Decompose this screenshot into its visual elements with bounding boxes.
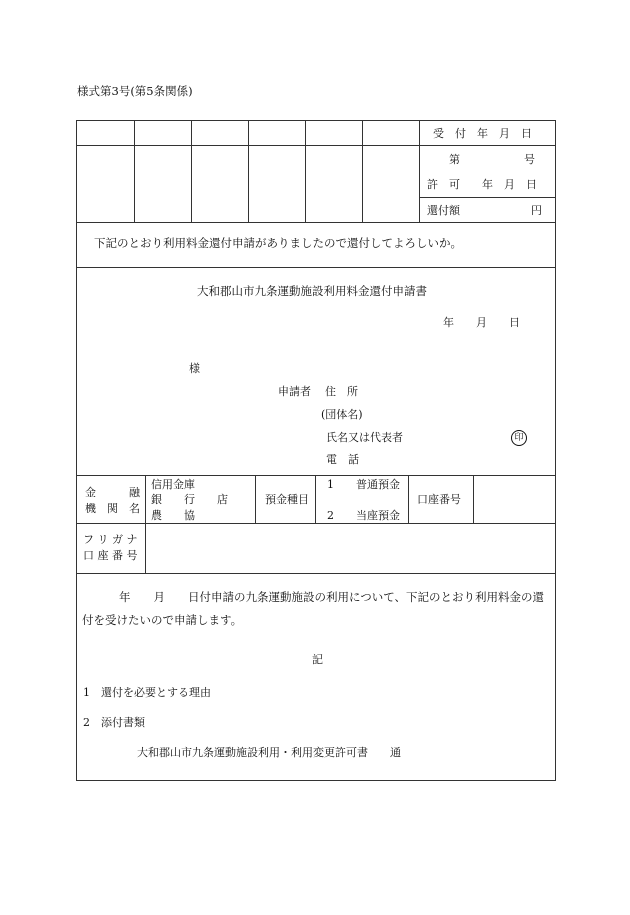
deposit-type-label: 預金種目 (265, 493, 309, 506)
application-date: 年 月 日 (443, 316, 520, 329)
grid-line (248, 121, 249, 222)
bank-type-bank: 銀 行 店 (151, 493, 228, 506)
account-name-label: 口 座 番 号 (83, 549, 138, 562)
bank-type-agriculture: 農 協 (151, 509, 195, 522)
attachment-document: 大和郡山市九条運動施設利用・利用変更許可書 通 (137, 746, 401, 759)
approval-note: 下記のとおり利用料金還付申請がありましたので還付してよろしいか。 (94, 236, 462, 250)
seal-mark: 印 (511, 430, 527, 446)
deposit-label-divider (315, 475, 316, 523)
deposit-options-divider (408, 475, 409, 523)
bank-type-divider (255, 475, 256, 523)
received-date: 受 付 年 月 日 (433, 127, 532, 140)
applicant-label: 申請者 (278, 385, 311, 398)
request-item-2: 2 添付書類 (83, 716, 145, 729)
grid-line (191, 121, 192, 222)
office-cell-divider (419, 121, 420, 222)
office-row-line (419, 197, 555, 198)
grid-line (134, 121, 135, 222)
bank-label-divider (145, 475, 146, 573)
furigana-label: フ リ ガ ナ (83, 533, 138, 546)
account-label-divider (473, 475, 474, 523)
bank-top-line (77, 475, 555, 476)
header-row-line (77, 145, 555, 146)
phone-label: 電 話 (326, 453, 359, 466)
addressee-suffix: 様 (189, 362, 200, 375)
note-mark: 記 (312, 653, 323, 666)
furigana-top-line (77, 523, 555, 524)
institution-label-1: 金 融 (85, 486, 140, 499)
refund-amount-label: 還付額 (427, 204, 460, 217)
request-line-2: 付を受けたいので申請します。 (82, 613, 243, 627)
deposit-option-ordinary: 1 普通預金 (327, 478, 400, 491)
name-label: 氏名又は代表者 (326, 431, 403, 444)
grid-line (305, 121, 306, 222)
institution-label-2: 機 関 名 (85, 502, 140, 515)
request-line-1: 年 月 日付申請の九条運動施設の利用について、下記のとおり利用料金の還 (119, 590, 545, 604)
address-label: 住 所 (325, 385, 358, 398)
request-item-1: 1 還付を必要とする理由 (83, 686, 211, 699)
organization-label: (団体名) (321, 408, 363, 421)
application-form (76, 120, 556, 781)
refund-amount-unit: 円 (531, 204, 542, 217)
request-top-line (77, 573, 555, 574)
permit-date: 許 可 年 月 日 (427, 178, 537, 191)
deposit-option-current: 2 当座預金 (327, 509, 400, 522)
application-title: 大和郡山市九条運動施設利用料金還付申請書 (197, 284, 427, 298)
account-number-label: 口座番号 (417, 493, 461, 506)
grid-line (362, 121, 363, 222)
application-top-line (77, 267, 555, 268)
approval-top-line (77, 222, 555, 223)
number-prefix: 第 (449, 153, 460, 166)
number-suffix: 号 (524, 153, 535, 166)
bank-type-credit: 信用金庫 (151, 478, 195, 491)
form-number: 様式第3号(第5条関係) (77, 84, 193, 98)
